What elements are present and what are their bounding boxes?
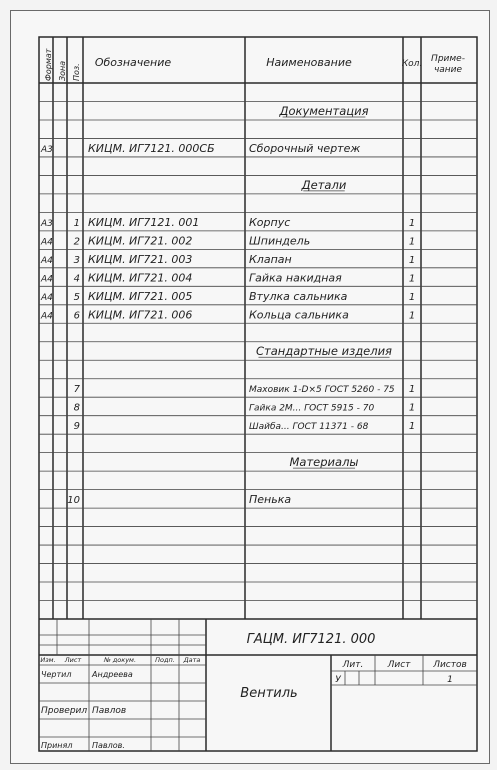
- row-position: 1: [73, 217, 80, 229]
- header-qty: Кол.: [401, 59, 423, 69]
- row-position: 9: [73, 421, 80, 433]
- row-format: А4: [41, 311, 53, 322]
- role-draw: Чертил: [41, 670, 72, 679]
- row-position: 10: [67, 495, 80, 507]
- table-grid: [39, 37, 477, 619]
- row-name: Клапан: [249, 252, 292, 266]
- row-quantity: 1: [408, 310, 416, 322]
- header-designation: Обозначение: [94, 56, 172, 69]
- header-name: Наименование: [266, 56, 352, 69]
- row-position: 2: [73, 236, 80, 248]
- hdr-podp: Подп.: [155, 656, 175, 664]
- row-name: Втулка сальника: [249, 289, 348, 303]
- role-accept: Принял: [41, 741, 73, 750]
- row-name: Маховик 1-D×5 ГОСТ 5260 - 75: [249, 385, 395, 396]
- row-position: 6: [73, 310, 80, 322]
- lit-label: Лит.: [342, 660, 364, 670]
- row-quantity: 1: [408, 254, 416, 266]
- row-quantity: 1: [408, 384, 416, 396]
- section-heading: Документация: [279, 103, 369, 118]
- drawing-title: Вентиль: [240, 686, 298, 701]
- name-check: Павлов: [92, 706, 127, 716]
- sheet-label: Лист: [387, 660, 411, 670]
- section-heading: Материалы: [289, 455, 359, 470]
- row-format: А3: [41, 218, 53, 229]
- row-format: А4: [41, 237, 53, 248]
- header-zone: Зона: [58, 60, 67, 81]
- row-designation: КИЦМ. ИГ721. 005: [88, 289, 193, 303]
- row-position: 5: [73, 291, 80, 303]
- section-heading: Детали: [301, 177, 347, 192]
- row-quantity: 1: [408, 402, 416, 414]
- row-name: Корпус: [249, 215, 291, 229]
- row-position: 8: [73, 402, 80, 414]
- hdr-list: Лист: [64, 656, 82, 664]
- specification-sheet: [10, 10, 490, 764]
- row-name: Шайба... ГОСТ 11371 - 68: [249, 422, 369, 433]
- row-position: 7: [73, 384, 80, 396]
- role-check: Проверил: [41, 706, 88, 716]
- row-designation: КИЦМ. ИГ721. 002: [88, 234, 193, 248]
- row-designation: КИЦМ. ИГ721. 006: [88, 308, 193, 322]
- section-heading: Стандартные изделия: [256, 344, 392, 359]
- row-format: А3: [41, 144, 53, 155]
- lit-value: У: [335, 675, 341, 685]
- title-block: [39, 619, 477, 751]
- doc-number: ГАЦМ. ИГ7121. 000: [246, 632, 376, 647]
- header-pos: Поз.: [72, 63, 81, 81]
- name-accept: Павлов.: [92, 741, 125, 750]
- row-designation: КИЦМ. ИГ721. 004: [88, 271, 193, 285]
- row-format: А4: [41, 292, 53, 303]
- header-note-2: чание: [433, 65, 463, 75]
- specification-table: [11, 11, 489, 763]
- header-note-1: Приме-: [431, 54, 465, 64]
- hdr-izm: Изм.: [40, 656, 56, 664]
- sheets-label: Листов: [433, 660, 467, 670]
- hdr-data: Дата: [183, 656, 201, 664]
- row-quantity: 1: [408, 291, 416, 303]
- row-name: Гайка накидная: [249, 271, 342, 285]
- row-format: А4: [41, 255, 53, 266]
- row-designation: КИЦМ. ИГ7121. 000СБ: [88, 141, 215, 155]
- row-quantity: 1: [408, 217, 416, 229]
- sheets-value: 1: [447, 675, 453, 685]
- row-position: 4: [73, 273, 80, 285]
- row-designation: КИЦМ. ИГ7121. 001: [88, 215, 200, 229]
- row-format: А4: [41, 274, 53, 285]
- row-quantity: 1: [408, 273, 416, 285]
- row-name: Сборочный чертеж: [249, 141, 361, 155]
- header-format: Формат: [44, 48, 53, 81]
- row-name: Пенька: [249, 493, 292, 507]
- hdr-ndoc: № докум.: [103, 656, 137, 664]
- row-designation: КИЦМ. ИГ721. 003: [88, 252, 193, 266]
- row-name: Кольца сальника: [249, 308, 349, 322]
- row-quantity: 1: [408, 421, 416, 433]
- row-position: 3: [73, 254, 80, 266]
- row-name: Гайка 2М... ГОСТ 5915 - 70: [249, 403, 375, 414]
- row-name: Шпиндель: [249, 234, 311, 248]
- row-quantity: 1: [408, 236, 416, 248]
- name-draw: Андреева: [92, 670, 133, 679]
